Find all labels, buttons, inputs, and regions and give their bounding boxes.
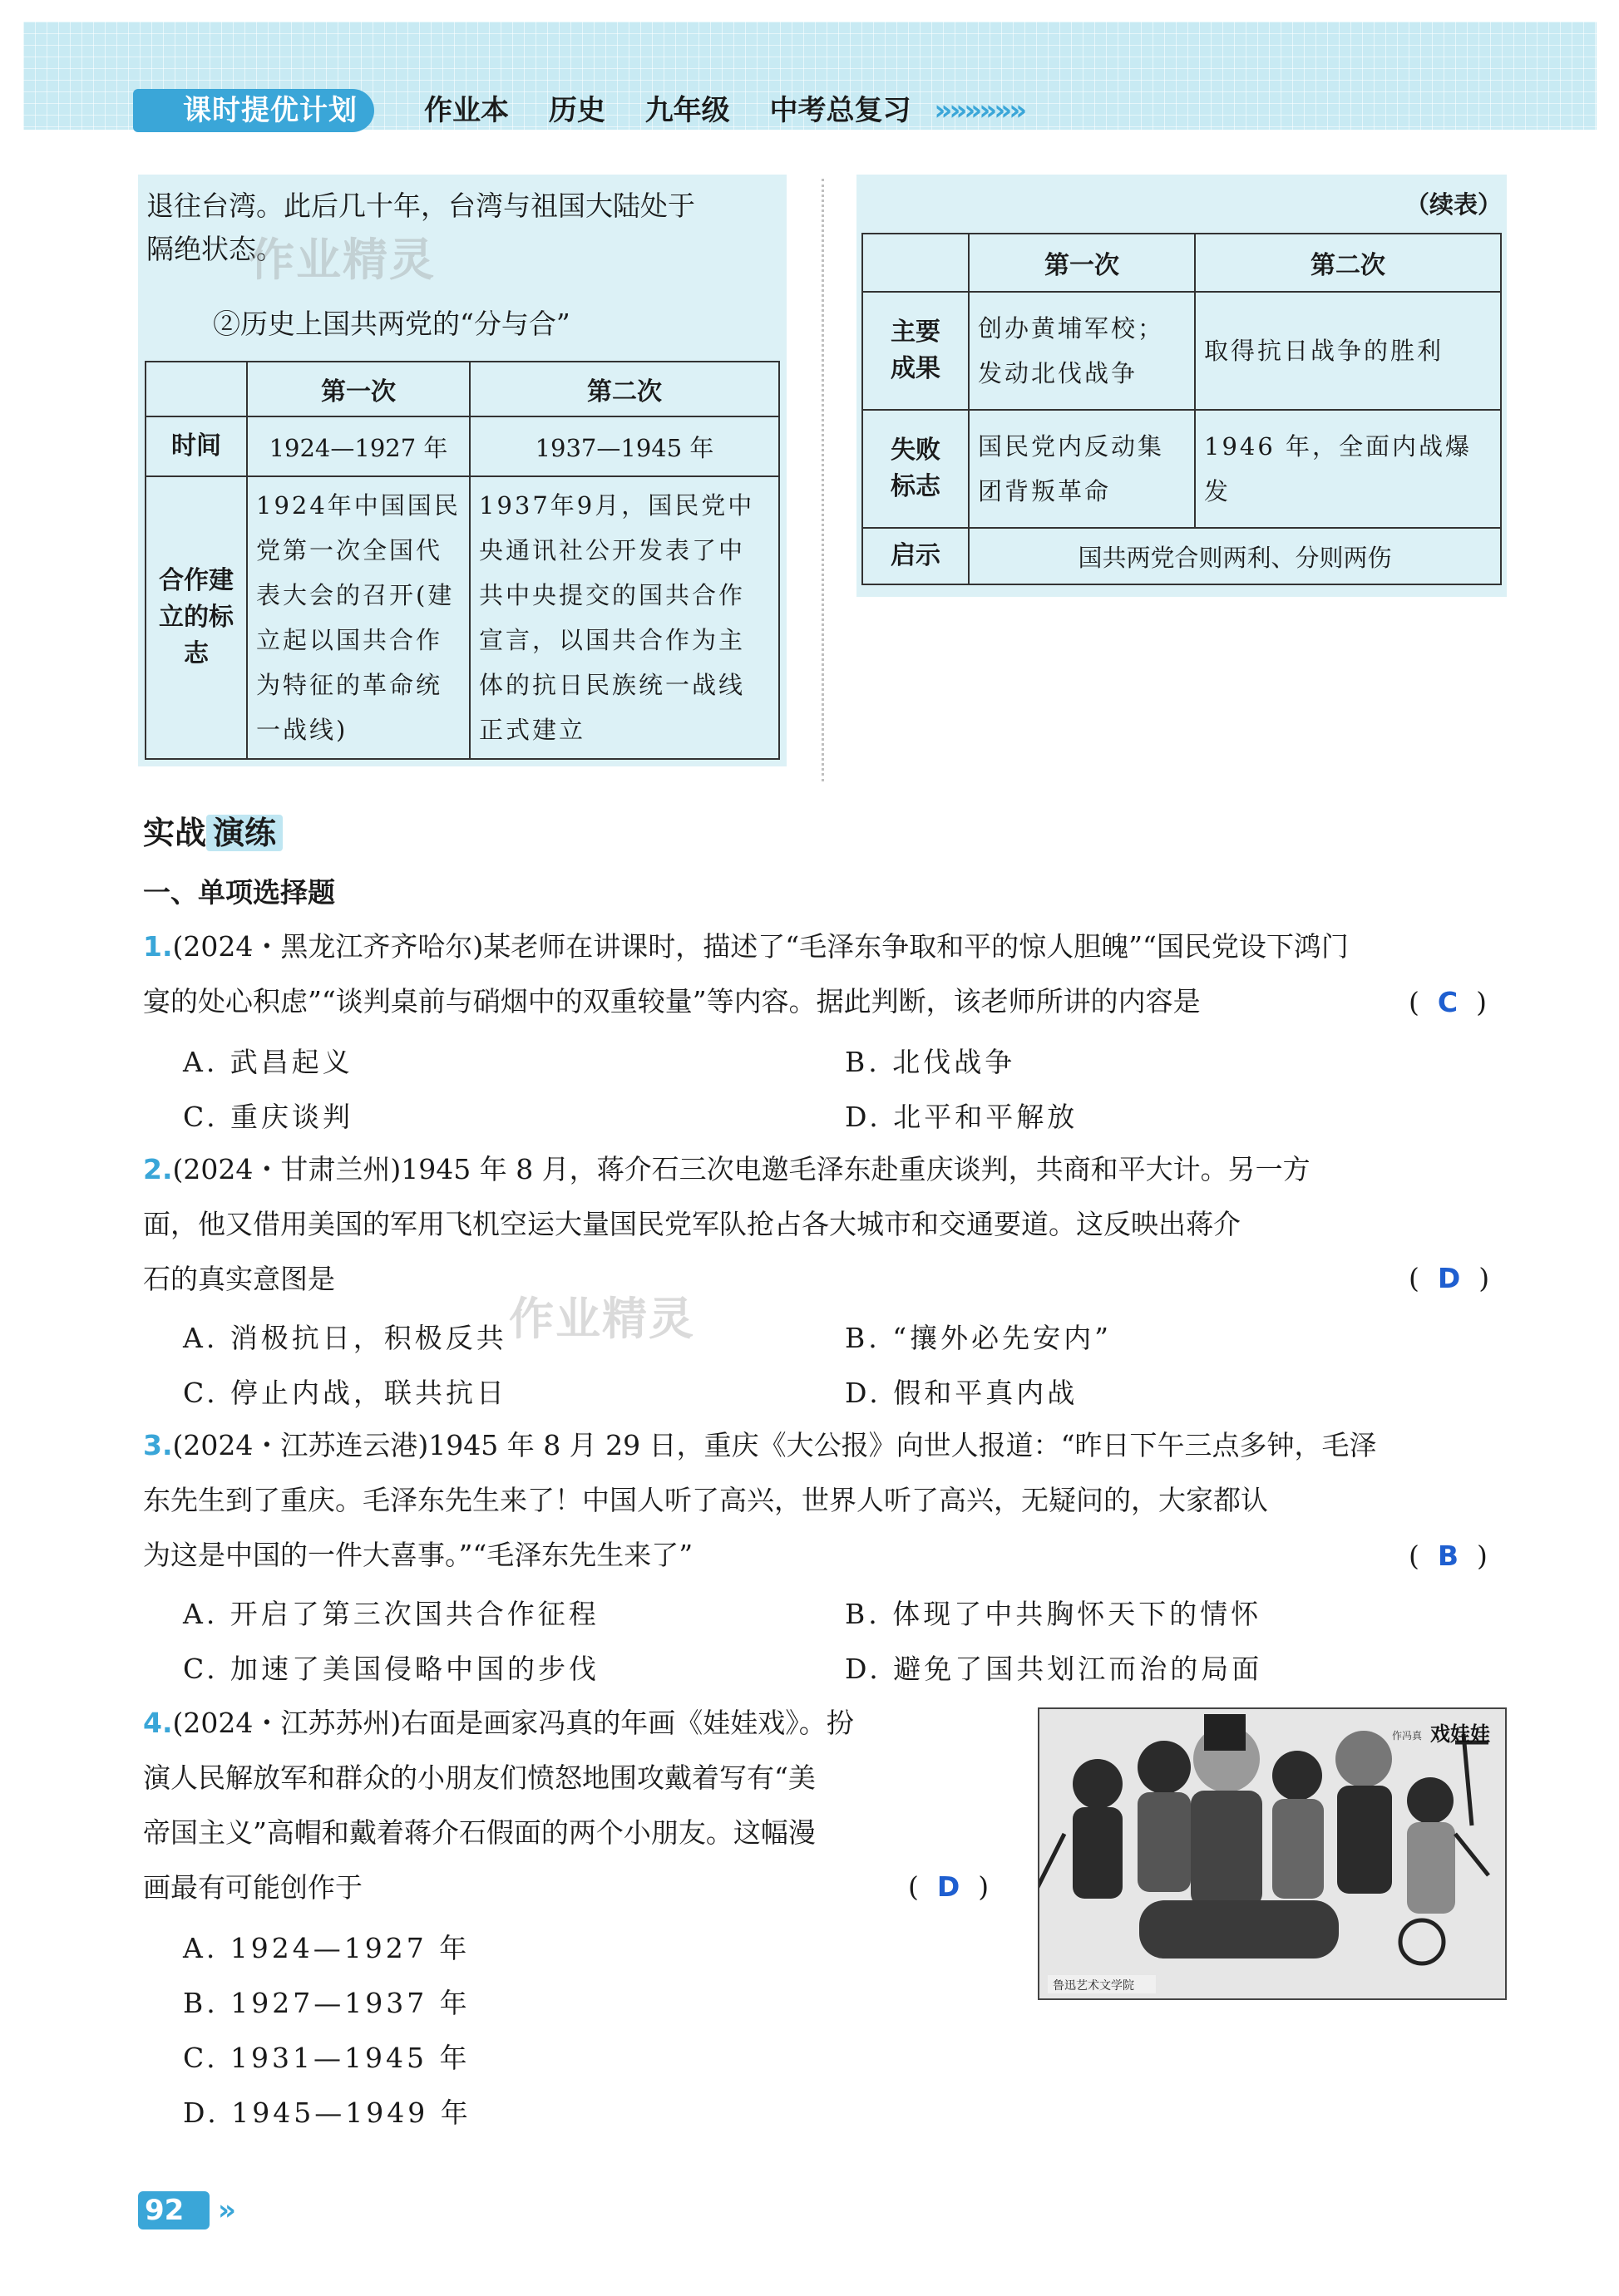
table-header-second: 第二次 (1195, 234, 1501, 292)
row-header-fail-text: 失败标志 (891, 436, 940, 501)
cartoon-caption: 鲁迅艺术文学院 (1053, 1979, 1134, 1993)
question-2-line2: 面，他又借用美国的军用飞机空运大量国民党军队抢占各大城市和交通要道。这反映出蒋介 (143, 1208, 1241, 1240)
brand-label: 课时提优计划 (133, 89, 374, 132)
cell-result-second: 取得抗日战争的胜利 (1195, 292, 1501, 410)
answer-bracket-3: ( B ) (1409, 1540, 1488, 1572)
question-1 (143, 919, 1507, 1029)
cell-sign-first: 1924年中国国民党第一次全国代表大会的召开(建立起以国共合作为特征的革命统一战线) (247, 476, 470, 759)
section-title-b: 演练 (206, 815, 283, 851)
question-2-line3: 石的真实意图是 (143, 1263, 335, 1295)
option-a: A. 消极抗日，积极反共 (183, 1322, 507, 1354)
chevron-icon: » (218, 2194, 236, 2227)
cell-insight: 国共两党合则两利、分则两伤 (969, 528, 1501, 584)
page-number-text: 92 (145, 2194, 185, 2227)
continued-label: （续表） (1405, 190, 1503, 219)
question-number: 1. (143, 930, 173, 963)
answer-bracket-2: ( D ) (1409, 1262, 1490, 1294)
row-header-time: 时间 (146, 416, 247, 476)
question-number: 4. (143, 1707, 173, 1739)
row-header-fail (862, 410, 969, 528)
option-a: A. 武昌起义 (183, 1046, 353, 1078)
row-header-sign-text: 合作建立的标志 (159, 566, 234, 668)
answer-letter: D (1437, 1262, 1461, 1294)
option-b: B. 体现了中共胸怀天下的情怀 (845, 1598, 1262, 1630)
table-corner (862, 234, 969, 292)
cooperation-table-continued (861, 233, 1502, 585)
question-text: (2024・甘肃兰州)1945 年 8 月，蒋介石三次电邀毛泽东赴重庆谈判，共商和平大计。另一方 (172, 1153, 1311, 1185)
option-d: D. 假和平真内战 (845, 1377, 1079, 1409)
answer-bracket-1: ( C ) (1409, 986, 1487, 1018)
cell-result-first: 创办黄埔军校；发动北伐战争 (969, 292, 1195, 410)
table-header-first: 第一次 (969, 234, 1195, 292)
question-3-line1 (143, 1418, 1507, 1473)
question-text: (2024・江苏苏州)右面是画家冯真的年画《娃娃戏》。扮 (172, 1707, 854, 1739)
cell-fail-first: 国民党内反动集团背叛革命 (969, 410, 1195, 528)
option-b: B. 北伐战争 (845, 1046, 1016, 1078)
row-header-sign (146, 476, 247, 759)
option-d: D. 1945—1949 年 (183, 2096, 471, 2129)
option-b: B. “攘外必先安内” (845, 1322, 1112, 1354)
book-type: 作业本 (424, 94, 509, 127)
question-4 (143, 1696, 1008, 1915)
question-2 (143, 1142, 1507, 1307)
table-header-second: 第二次 (470, 362, 779, 416)
question-number: 3. (143, 1429, 173, 1461)
question-3-line2: 东先生到了重庆。毛泽东先生来了！中国人听了高兴，世界人听了高兴，无疑问的，大家都认 (143, 1484, 1268, 1516)
panel-text-line1: 退往台湾。此后几十年，台湾与祖国大陆处于 (146, 190, 695, 222)
question-4-line1 (143, 1696, 1008, 1751)
page-number (138, 2191, 236, 2229)
row-header-result-text: 主要成果 (891, 318, 940, 383)
watermark: 作业精灵 (509, 1293, 695, 1345)
option-a: A. 1924—1927 年 (183, 1932, 471, 1964)
option-d: D. 北平和平解放 (845, 1101, 1079, 1133)
option-a: A. 开启了第三次国共合作征程 (183, 1598, 600, 1630)
table-corner (146, 362, 247, 416)
option-c: C. 加速了美国侵略中国的步伐 (183, 1653, 600, 1685)
cartoon-image (1038, 1707, 1507, 2000)
chevron-decoration: »»»»»» (934, 94, 1024, 127)
question-text: (2024・江苏连云港)1945 年 8 月 29 日，重庆《大公报》向世人报道：“昨日下午三点多钟，毛泽 (172, 1429, 1377, 1461)
question-4-line3: 帝国主义”高帽和戴着蒋介石假面的两个小朋友。这幅漫 (143, 1816, 816, 1849)
answer-letter: D (936, 1870, 960, 1903)
series: 中考总复习 (769, 94, 911, 127)
question-1-line2: 宴的处心积虑”“谈判桌前与硝烟中的双重较量”等内容。据此判断，该老师所讲的内容是 (143, 985, 1201, 1017)
section-title-a: 实战 (143, 815, 207, 851)
cell-sign-second: 1937年9月，国民党中央通讯社公开发表了中共中央提交的国共合作宣言，以国共合作为主体的抗日民族统一战线正式建立 (470, 476, 779, 759)
question-2-line1 (143, 1142, 1507, 1197)
cell-time-first: 1924—1927 年 (247, 416, 470, 476)
subject: 历史 (548, 94, 605, 127)
question-3-line3: 为这是中国的一件大喜事。”“毛泽东先生来了” (143, 1539, 694, 1571)
cartoon-author: 作冯真 (1392, 1730, 1423, 1742)
row-header-insight: 启示 (862, 528, 969, 584)
question-4-line2: 演人民解放军和群众的小朋友们愤怒地围攻戴着写有“美 (143, 1761, 816, 1794)
panel-subheading: ②历史上国共两党的“分与合” (213, 308, 570, 340)
option-d: D. 避免了国共划江而治的局面 (845, 1653, 1263, 1685)
column-divider (822, 179, 824, 781)
option-c: C. 重庆谈判 (183, 1101, 354, 1133)
option-b: B. 1927—1937 年 (183, 1987, 471, 2019)
answer-letter: C (1437, 986, 1459, 1018)
cartoon-title: 戏娃娃 (1430, 1722, 1490, 1746)
question-number: 2. (143, 1153, 173, 1185)
table-header-first: 第一次 (247, 362, 470, 416)
question-text: (2024・黑龙江齐齐哈尔)某老师在讲课时，描述了“毛泽东争取和平的惊人胆魄”“国民党设下鸿门 (172, 930, 1349, 963)
section-title (143, 808, 283, 858)
answer-bracket-4: ( D ) (908, 1870, 990, 1903)
cooperation-table (145, 361, 780, 760)
option-c: C. 停止内战，联共抗日 (183, 1377, 508, 1409)
cell-time-second: 1937—1945 年 (470, 416, 779, 476)
row-header-result (862, 292, 969, 410)
header-info (424, 89, 1054, 132)
cartoon-drawing (1039, 1709, 1505, 1998)
grade: 九年级 (644, 94, 730, 127)
option-c: C. 1931—1945 年 (183, 2042, 471, 2074)
watermark: 作业精灵 (249, 234, 436, 286)
cell-fail-second: 1946 年，全面内战爆发 (1195, 410, 1501, 528)
panel-text-line2: 隔绝状态。 (146, 233, 284, 265)
question-1-line1 (143, 919, 1507, 974)
section-subtitle: 一、单项选择题 (143, 876, 335, 909)
question-3 (143, 1418, 1507, 1583)
question-4-line4: 画最有可能创作于 (143, 1871, 363, 1904)
answer-letter: B (1437, 1540, 1459, 1572)
